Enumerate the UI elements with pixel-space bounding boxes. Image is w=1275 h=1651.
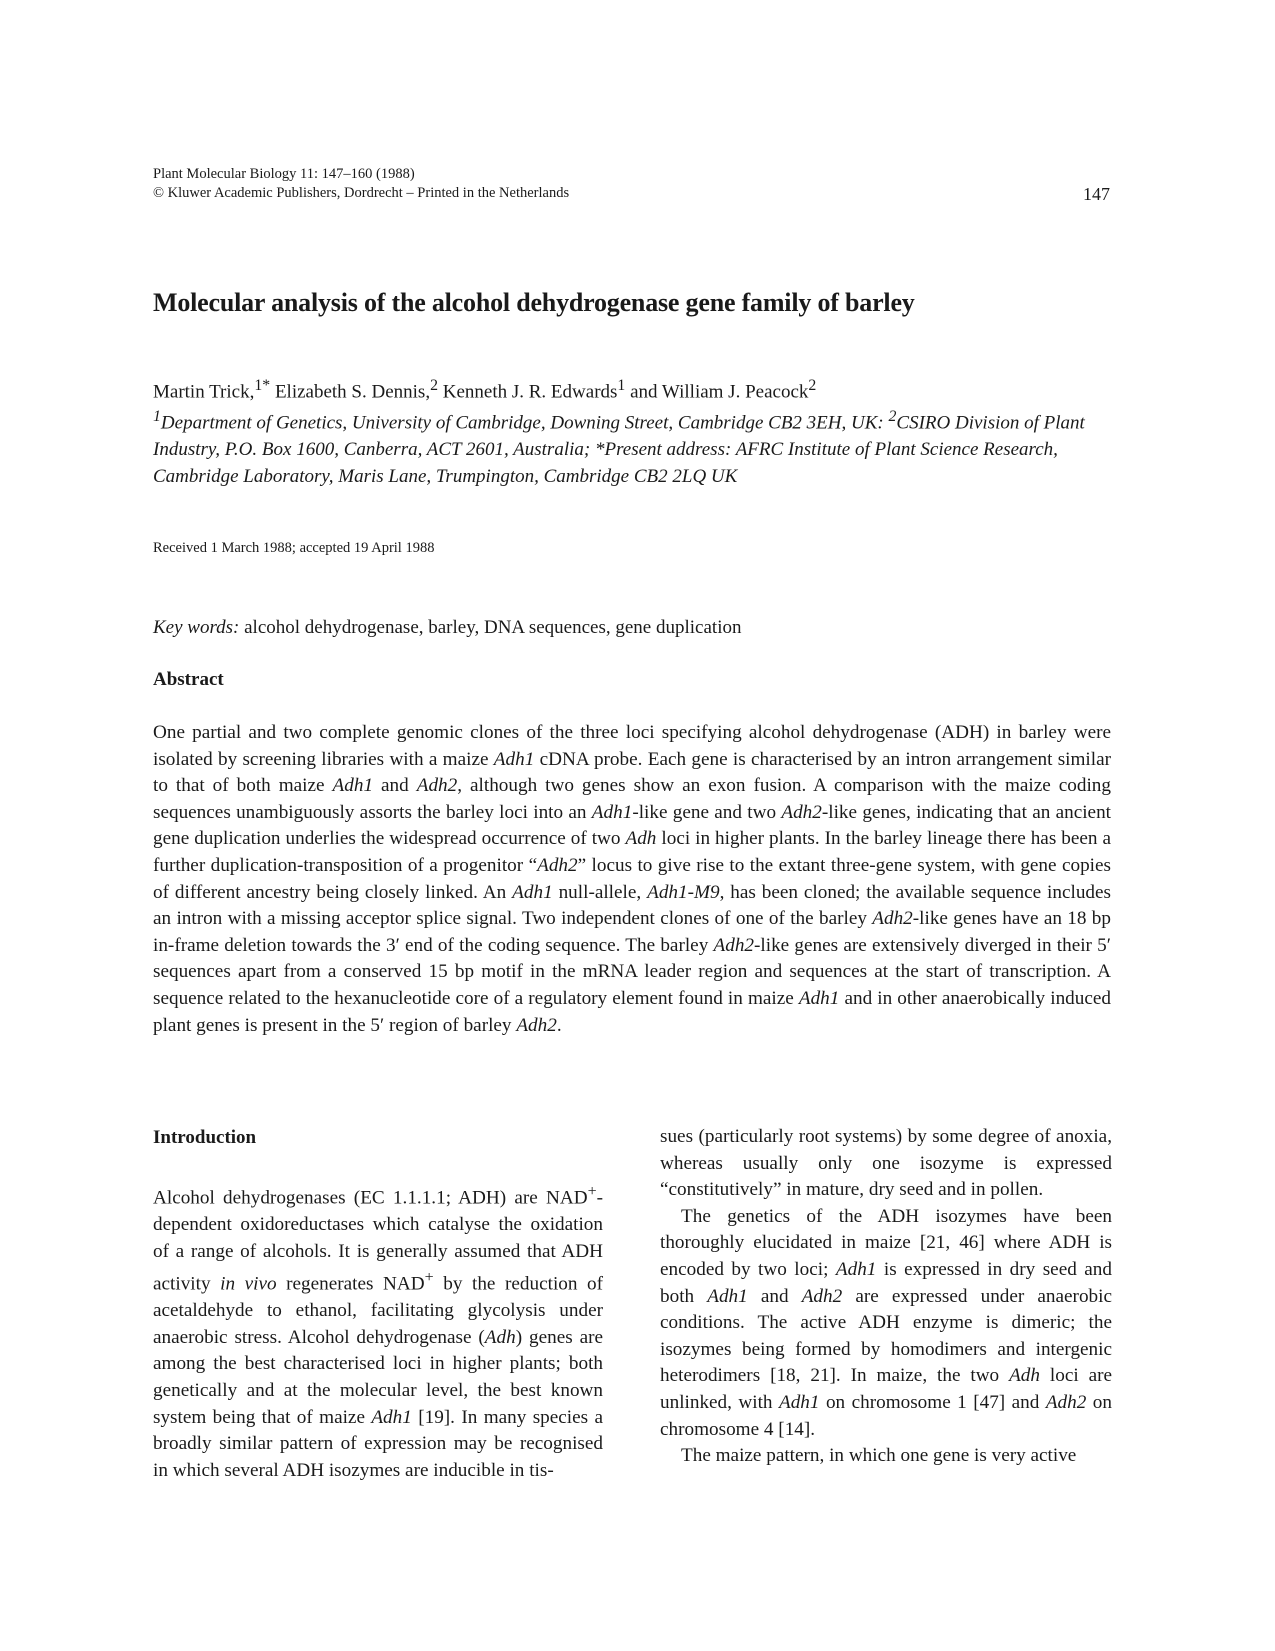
introduction-left-column: Alcohol dehydrogenases (EC 1.1.1.1; ADH) are NAD+-dependent oxidoreductases which catalyse the oxidation of a range of alcohols. It is generally assumed that ADH activity in vivo regenerates NAD+ by the reduction of acetaldehyde to ethanol, facilitating glycolysis under anaerobic stress. Alcohol dehydrogenase (Adh) genes are among the best characterised loci in higher plants; both genetically and at the molecular level, the best known system being that of maize Adh1 [19]. In many species a broadly similar pattern of expression may be recognised in which several ADH isozymes are inducible in tis-: [153, 1183, 604, 1481]
affil-mark: 2: [888, 408, 897, 425]
keywords-text: alcohol dehydrogenase, barley, DNA sequences, gene duplication: [239, 617, 742, 638]
author-list: [153, 377, 816, 403]
affiliation-text: CSIRO Division of Plant Industry, P.O. Box 1600, Canberra, ACT 2601, Australia; *Present address: AFRC Institute of Plant Science Research, Cambridge Laboratory, Maris Lane, Trumpington, Cambridge CB2 2LQ UK: [153, 412, 1085, 488]
abstract-heading: Abstract: [153, 669, 224, 690]
abstract-text: One partial and two complete genomic clones of the three loci specifying alcohol dehydrogenase (ADH) in barley were isolated by screening libraries with a maize Adh1 cDNA probe. Each gene is characterised by an intron arrangement similar to that of both maize Adh1 and Adh2, although two genes show an exon fusion. A comparison with the maize coding sequences unambiguously assorts the barley loci into an Adh1-like gene and two Adh2-like genes, indicating that an ancient gene duplication underlies the widespread occurrence of two Adh loci in higher plants. In the barley lineage there has been a further duplication-transposition of a progenitor “Adh2” locus to give rise to the extant three-gene system, with gene copies of different ancestry being closely linked. An Adh1 null-allele, Adh1-M9, has been cloned; the available sequence includes an intron with a missing acceptor splice signal. Two independent clones of one of the barley Adh2-like genes have an 18 bp in-frame deletion towards the 3′ end of the coding sequence. The barley Adh2-like genes are extensively diverged in their 5′ sequences apart from a conserved 15 bp motif in the mRNA leader region and sequences at the start of transcription. A sequence related to the hexanucleotide core of a regulatory element found in maize Adh1 and in other anaerobically induced plant genes is present in the 5′ region of barley Adh2.: [153, 722, 1111, 1036]
paragraph: sues (particularly root systems) by some degree of anoxia, whereas usually only one isozyme is expressed “constitutively” in mature, dry seed and in pollen.: [660, 1126, 1112, 1201]
author-name: Martin Trick,: [153, 381, 255, 403]
introduction-right-column: [660, 1124, 1112, 1470]
author-affil-mark: 2: [808, 377, 817, 394]
introduction-heading: Introduction: [153, 1127, 257, 1148]
paragraph: The genetics of the ADH isozymes have been thoroughly elucidated in maize [21, 46] where ADH is encoded by two loci; Adh1 is expressed in dry seed and both Adh1 and Adh2 are expressed under anaerobic conditions. The active ADH enzyme is dimeric; the isozymes being formed by homodimers and intergenic heterodimers [18, 21]. In maize, the two Adh loci are unlinked, with Adh1 on chromosome 1 [47] and Adh2 on chromosome 4 [14].: [660, 1205, 1112, 1440]
journal-header: [153, 165, 569, 203]
affiliation-text: Department of Genetics, University of Cambridge, Downing Street, Cambridge CB2 3EH, UK:: [160, 412, 889, 434]
author-name: and William J. Peacock: [625, 381, 809, 403]
received-dates: Received 1 March 1988; accepted 19 April 1988: [153, 540, 435, 556]
author-affil-mark: 1: [617, 377, 626, 394]
journal-citation: Plant Molecular Biology 11: 147–160 (1988): [153, 166, 415, 182]
keywords-label: Key words:: [153, 617, 240, 638]
author-affil-mark: 1*: [254, 377, 271, 394]
author-name: Kenneth J. R. Edwards: [438, 381, 618, 403]
affiliations: [153, 403, 1113, 490]
author-affil-mark: 2: [430, 377, 438, 394]
author-name: Elizabeth S. Dennis,: [270, 381, 431, 403]
article-title: Molecular analysis of the alcohol dehydrogenase gene family of barley: [153, 288, 915, 317]
keywords: [153, 617, 741, 639]
publisher-line: © Kluwer Academic Publishers, Dordrecht – Printed in the Netherlands: [153, 185, 570, 201]
affil-mark: 1: [153, 408, 161, 425]
paragraph: The maize pattern, in which one gene is very active: [681, 1445, 1077, 1467]
page-number: 147: [1083, 184, 1110, 204]
